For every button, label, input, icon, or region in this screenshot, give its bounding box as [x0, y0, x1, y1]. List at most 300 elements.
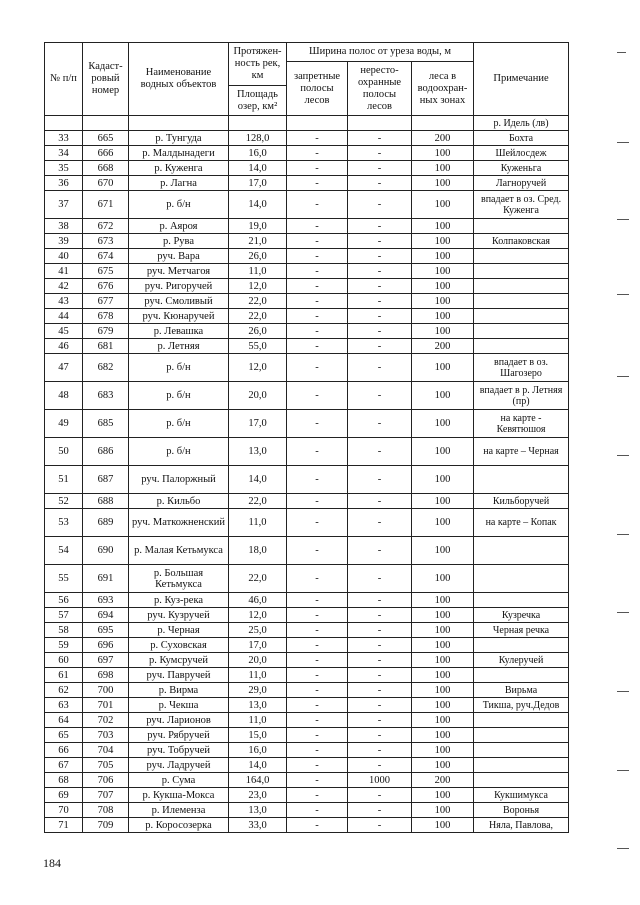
row-name: р. Черная	[129, 623, 229, 638]
table-row	[45, 354, 569, 382]
row-forbidden: -	[287, 176, 348, 191]
table-row	[45, 279, 569, 294]
row-water-zone: 100	[412, 623, 474, 638]
row-note: впадает в оз. Сред. Куженга	[474, 191, 569, 219]
row-cadastral: 687	[83, 466, 129, 494]
row-number: 60	[45, 653, 83, 668]
row-water-zone: 100	[412, 176, 474, 191]
header-length: Протяжен-ность рек, км	[229, 43, 287, 86]
row-forbidden: -	[287, 743, 348, 758]
header-width-group: Ширина полос от уреза воды, м	[287, 43, 474, 62]
row-note	[474, 743, 569, 758]
row-cadastral: 706	[83, 773, 129, 788]
row-forbidden: -	[287, 146, 348, 161]
row-number: 64	[45, 713, 83, 728]
row-length: 14,0	[229, 161, 287, 176]
row-name: р. Малая Кетьмукса	[129, 537, 229, 565]
row-spawning: -	[348, 176, 412, 191]
row-spawning: -	[348, 410, 412, 438]
row-forbidden: -	[287, 438, 348, 466]
row-forbidden: -	[287, 354, 348, 382]
row-length: 55,0	[229, 339, 287, 354]
table-row	[45, 249, 569, 264]
row-note	[474, 219, 569, 234]
table-row	[45, 698, 569, 713]
row-note: на карте - Кевятюшоя	[474, 410, 569, 438]
row-note	[474, 773, 569, 788]
table-row	[45, 728, 569, 743]
row-cadastral: 693	[83, 593, 129, 608]
row-spawning: -	[348, 466, 412, 494]
table-row	[45, 382, 569, 410]
row-number: 61	[45, 668, 83, 683]
row-water-zone: 100	[412, 191, 474, 219]
row-length: 25,0	[229, 623, 287, 638]
row-spawning: -	[348, 623, 412, 638]
row-number: 44	[45, 309, 83, 324]
row-note	[474, 713, 569, 728]
row-length: 22,0	[229, 494, 287, 509]
table-row	[45, 743, 569, 758]
row-forbidden: -	[287, 339, 348, 354]
row-number: 36	[45, 176, 83, 191]
table-row	[45, 803, 569, 818]
row-number: 43	[45, 294, 83, 309]
header-note: Примечание	[474, 43, 569, 116]
margin-mark	[617, 376, 629, 377]
row-cadastral: 700	[83, 683, 129, 698]
row-name: р. б/н	[129, 382, 229, 410]
table-row	[45, 788, 569, 803]
row-water-zone: 100	[412, 219, 474, 234]
row-water-zone: 100	[412, 668, 474, 683]
row-cadastral: 689	[83, 509, 129, 537]
row-cadastral: 694	[83, 608, 129, 623]
row-forbidden: -	[287, 788, 348, 803]
margin-mark	[617, 770, 629, 771]
row-length: 11,0	[229, 509, 287, 537]
row-spawning: -	[348, 565, 412, 593]
row-cadastral: 696	[83, 638, 129, 653]
row-number: 35	[45, 161, 83, 176]
table-row	[45, 438, 569, 466]
row-number: 69	[45, 788, 83, 803]
row-number: 58	[45, 623, 83, 638]
row-forbidden: -	[287, 279, 348, 294]
row-water-zone: 100	[412, 234, 474, 249]
row-forbidden: -	[287, 131, 348, 146]
row-water-zone: 100	[412, 382, 474, 410]
row-note: Кулеручей	[474, 653, 569, 668]
row-water-zone: 100	[412, 537, 474, 565]
row-number: 52	[45, 494, 83, 509]
row-note	[474, 565, 569, 593]
row-number: 33	[45, 131, 83, 146]
row-water-zone: 100	[412, 758, 474, 773]
row-name: р. Тунгуда	[129, 131, 229, 146]
margin-mark	[617, 52, 626, 53]
row-cadastral: 675	[83, 264, 129, 279]
table-row	[45, 683, 569, 698]
margin-mark	[617, 455, 629, 456]
row-number: 37	[45, 191, 83, 219]
row-spawning: -	[348, 382, 412, 410]
row-cadastral: 682	[83, 354, 129, 382]
row-spawning: -	[348, 294, 412, 309]
row-name: руч. Кузручей	[129, 608, 229, 623]
row-forbidden: -	[287, 324, 348, 339]
row-name: руч. Ларионов	[129, 713, 229, 728]
row-name: р. Куженга	[129, 161, 229, 176]
header-forbidden: запретные полосы лесов	[287, 62, 348, 116]
row-number: 63	[45, 698, 83, 713]
row-number: 57	[45, 608, 83, 623]
row-name: руч. Ладручей	[129, 758, 229, 773]
row-spawning: -	[348, 713, 412, 728]
row-number: 65	[45, 728, 83, 743]
row-cadastral: 673	[83, 234, 129, 249]
row-water-zone: 100	[412, 818, 474, 833]
table-row	[45, 264, 569, 279]
row-cadastral: 691	[83, 565, 129, 593]
table-row	[45, 324, 569, 339]
table-row	[45, 653, 569, 668]
row-note: впадает в р. Летняя (пр)	[474, 382, 569, 410]
row-spawning: -	[348, 509, 412, 537]
water-objects-table	[44, 42, 569, 833]
row-note	[474, 537, 569, 565]
row-name: р. Рува	[129, 234, 229, 249]
row-note: Колпаковская	[474, 234, 569, 249]
row-cadastral: 665	[83, 131, 129, 146]
table-row	[45, 818, 569, 833]
row-length: 14,0	[229, 466, 287, 494]
row-water-zone: 100	[412, 324, 474, 339]
row-name: руч. Кюнаручей	[129, 309, 229, 324]
row-name: р. б/н	[129, 354, 229, 382]
row-number: 55	[45, 565, 83, 593]
row-note	[474, 466, 569, 494]
row-number: 49	[45, 410, 83, 438]
row-name: р. Куз-река	[129, 593, 229, 608]
row-length: 11,0	[229, 668, 287, 683]
header-cadastral: Кадаст-ровый номер	[83, 43, 129, 116]
header-water-zones: леса в водоохран-ных зонах	[412, 62, 474, 116]
row-cadastral: 704	[83, 743, 129, 758]
row-cadastral: 679	[83, 324, 129, 339]
row-length: 33,0	[229, 818, 287, 833]
row-cadastral: 707	[83, 788, 129, 803]
table-row	[45, 219, 569, 234]
row-water-zone: 100	[412, 728, 474, 743]
row-forbidden: -	[287, 161, 348, 176]
row-forbidden: -	[287, 191, 348, 219]
row-water-zone: 100	[412, 438, 474, 466]
header-number: № п/п	[45, 43, 83, 116]
row-note	[474, 279, 569, 294]
table-row	[45, 339, 569, 354]
row-water-zone: 100	[412, 294, 474, 309]
table-row	[45, 638, 569, 653]
row-cadastral: 685	[83, 410, 129, 438]
row-water-zone: 100	[412, 788, 474, 803]
row-water-zone: 100	[412, 161, 474, 176]
pre-row-note: р. Идель (лв)	[474, 116, 569, 131]
row-length: 12,0	[229, 608, 287, 623]
margin-mark	[617, 534, 629, 535]
row-forbidden: -	[287, 668, 348, 683]
row-spawning: -	[348, 743, 412, 758]
row-note	[474, 249, 569, 264]
row-note	[474, 339, 569, 354]
row-forbidden: -	[287, 410, 348, 438]
row-note: Черная речка	[474, 623, 569, 638]
row-note: на карте – Копак	[474, 509, 569, 537]
page-number: 184	[43, 856, 61, 870]
row-number: 67	[45, 758, 83, 773]
row-number: 42	[45, 279, 83, 294]
row-note	[474, 638, 569, 653]
row-cadastral: 702	[83, 713, 129, 728]
table-row	[45, 131, 569, 146]
row-forbidden: -	[287, 234, 348, 249]
row-water-zone: 100	[412, 683, 474, 698]
row-number: 51	[45, 466, 83, 494]
row-forbidden: -	[287, 593, 348, 608]
row-note: на карте – Черная	[474, 438, 569, 466]
row-forbidden: -	[287, 683, 348, 698]
row-water-zone: 100	[412, 565, 474, 593]
row-spawning: -	[348, 638, 412, 653]
header-area: Площадь озер, км²	[229, 86, 287, 116]
row-name: руч. Рябручей	[129, 728, 229, 743]
row-length: 23,0	[229, 788, 287, 803]
row-number: 50	[45, 438, 83, 466]
row-name: р. Кильбо	[129, 494, 229, 509]
row-number: 66	[45, 743, 83, 758]
row-length: 14,0	[229, 191, 287, 219]
row-name: р. Чекша	[129, 698, 229, 713]
row-name: р. Суховская	[129, 638, 229, 653]
row-length: 11,0	[229, 713, 287, 728]
row-forbidden: -	[287, 537, 348, 565]
row-spawning: -	[348, 264, 412, 279]
table-row	[45, 161, 569, 176]
row-cadastral: 698	[83, 668, 129, 683]
row-cadastral: 672	[83, 219, 129, 234]
table-row	[45, 509, 569, 537]
row-spawning: -	[348, 758, 412, 773]
row-length: 22,0	[229, 309, 287, 324]
row-number: 34	[45, 146, 83, 161]
table-row	[45, 758, 569, 773]
row-forbidden: -	[287, 382, 348, 410]
row-number: 39	[45, 234, 83, 249]
row-forbidden: -	[287, 698, 348, 713]
row-forbidden: -	[287, 713, 348, 728]
row-length: 26,0	[229, 249, 287, 264]
row-length: 17,0	[229, 176, 287, 191]
row-number: 59	[45, 638, 83, 653]
row-spawning: -	[348, 818, 412, 833]
row-number: 47	[45, 354, 83, 382]
row-forbidden: -	[287, 608, 348, 623]
table-row	[45, 191, 569, 219]
row-water-zone: 100	[412, 713, 474, 728]
row-spawning: -	[348, 698, 412, 713]
row-length: 22,0	[229, 294, 287, 309]
row-note: Шейлосдеж	[474, 146, 569, 161]
row-length: 18,0	[229, 537, 287, 565]
row-length: 16,0	[229, 743, 287, 758]
row-length: 11,0	[229, 264, 287, 279]
row-note	[474, 758, 569, 773]
row-name: руч. Павручей	[129, 668, 229, 683]
margin-mark	[617, 848, 629, 849]
row-cadastral: 678	[83, 309, 129, 324]
row-name: руч. Ригоручей	[129, 279, 229, 294]
row-forbidden: -	[287, 294, 348, 309]
row-note: Вирьма	[474, 683, 569, 698]
table-row	[45, 494, 569, 509]
row-spawning: -	[348, 161, 412, 176]
row-number: 40	[45, 249, 83, 264]
row-water-zone: 100	[412, 410, 474, 438]
row-spawning: -	[348, 668, 412, 683]
row-length: 20,0	[229, 382, 287, 410]
row-cadastral: 677	[83, 294, 129, 309]
row-forbidden: -	[287, 565, 348, 593]
row-spawning: -	[348, 131, 412, 146]
row-forbidden: -	[287, 803, 348, 818]
row-note: Няла, Павлова,	[474, 818, 569, 833]
row-cadastral: 676	[83, 279, 129, 294]
row-name: р. Малдынадеги	[129, 146, 229, 161]
row-cadastral: 670	[83, 176, 129, 191]
row-length: 16,0	[229, 146, 287, 161]
row-cadastral: 668	[83, 161, 129, 176]
row-name: р. б/н	[129, 410, 229, 438]
row-name: р. Кумсручей	[129, 653, 229, 668]
row-forbidden: -	[287, 758, 348, 773]
row-number: 54	[45, 537, 83, 565]
row-note	[474, 324, 569, 339]
row-note	[474, 294, 569, 309]
row-water-zone: 100	[412, 509, 474, 537]
row-name: руч. Смоливый	[129, 294, 229, 309]
row-cadastral: 701	[83, 698, 129, 713]
row-forbidden: -	[287, 264, 348, 279]
row-cadastral: 681	[83, 339, 129, 354]
row-length: 164,0	[229, 773, 287, 788]
row-name: р. Левашка	[129, 324, 229, 339]
row-length: 13,0	[229, 438, 287, 466]
row-cadastral: 674	[83, 249, 129, 264]
row-name: р. Летняя	[129, 339, 229, 354]
row-forbidden: -	[287, 219, 348, 234]
row-water-zone: 100	[412, 653, 474, 668]
row-length: 17,0	[229, 638, 287, 653]
table-row	[45, 565, 569, 593]
row-forbidden: -	[287, 249, 348, 264]
row-spawning: -	[348, 593, 412, 608]
row-forbidden: -	[287, 494, 348, 509]
row-spawning: -	[348, 788, 412, 803]
row-spawning: -	[348, 324, 412, 339]
row-name: р. Коросозерка	[129, 818, 229, 833]
row-spawning: -	[348, 279, 412, 294]
row-number: 45	[45, 324, 83, 339]
row-spawning: -	[348, 219, 412, 234]
row-cadastral: 705	[83, 758, 129, 773]
table-row	[45, 294, 569, 309]
row-spawning: -	[348, 438, 412, 466]
table-row	[45, 176, 569, 191]
row-note	[474, 593, 569, 608]
header-spawning: нересто-охранные полосы лесов	[348, 62, 412, 116]
row-note	[474, 728, 569, 743]
row-spawning: 1000	[348, 773, 412, 788]
table-row	[45, 116, 569, 131]
row-spawning: -	[348, 653, 412, 668]
row-water-zone: 100	[412, 146, 474, 161]
margin-mark	[617, 612, 629, 613]
row-forbidden: -	[287, 466, 348, 494]
row-length: 17,0	[229, 410, 287, 438]
row-name: руч. Маткожненский	[129, 509, 229, 537]
margin-mark	[617, 691, 629, 692]
row-number: 56	[45, 593, 83, 608]
row-note	[474, 309, 569, 324]
row-water-zone: 100	[412, 638, 474, 653]
margin-mark	[617, 219, 629, 220]
table-row	[45, 623, 569, 638]
row-name: р. б/н	[129, 438, 229, 466]
table-row	[45, 466, 569, 494]
row-length: 128,0	[229, 131, 287, 146]
row-water-zone: 100	[412, 264, 474, 279]
row-length: 22,0	[229, 565, 287, 593]
table-row	[45, 537, 569, 565]
row-water-zone: 100	[412, 608, 474, 623]
row-length: 12,0	[229, 279, 287, 294]
row-note: Кузречка	[474, 608, 569, 623]
row-spawning: -	[348, 309, 412, 324]
table-row	[45, 234, 569, 249]
row-forbidden: -	[287, 623, 348, 638]
row-water-zone: 100	[412, 309, 474, 324]
row-name: р. Аяроя	[129, 219, 229, 234]
row-spawning: -	[348, 803, 412, 818]
row-water-zone: 100	[412, 249, 474, 264]
row-forbidden: -	[287, 638, 348, 653]
row-forbidden: -	[287, 728, 348, 743]
row-number: 48	[45, 382, 83, 410]
row-forbidden: -	[287, 773, 348, 788]
row-number: 70	[45, 803, 83, 818]
row-water-zone: 200	[412, 131, 474, 146]
row-spawning: -	[348, 146, 412, 161]
row-cadastral: 686	[83, 438, 129, 466]
row-water-zone: 100	[412, 743, 474, 758]
row-spawning: -	[348, 608, 412, 623]
row-spawning: -	[348, 354, 412, 382]
row-water-zone: 100	[412, 354, 474, 382]
row-spawning: -	[348, 339, 412, 354]
row-water-zone: 100	[412, 593, 474, 608]
table-row	[45, 593, 569, 608]
header-name: Наименование водных объектов	[129, 43, 229, 116]
